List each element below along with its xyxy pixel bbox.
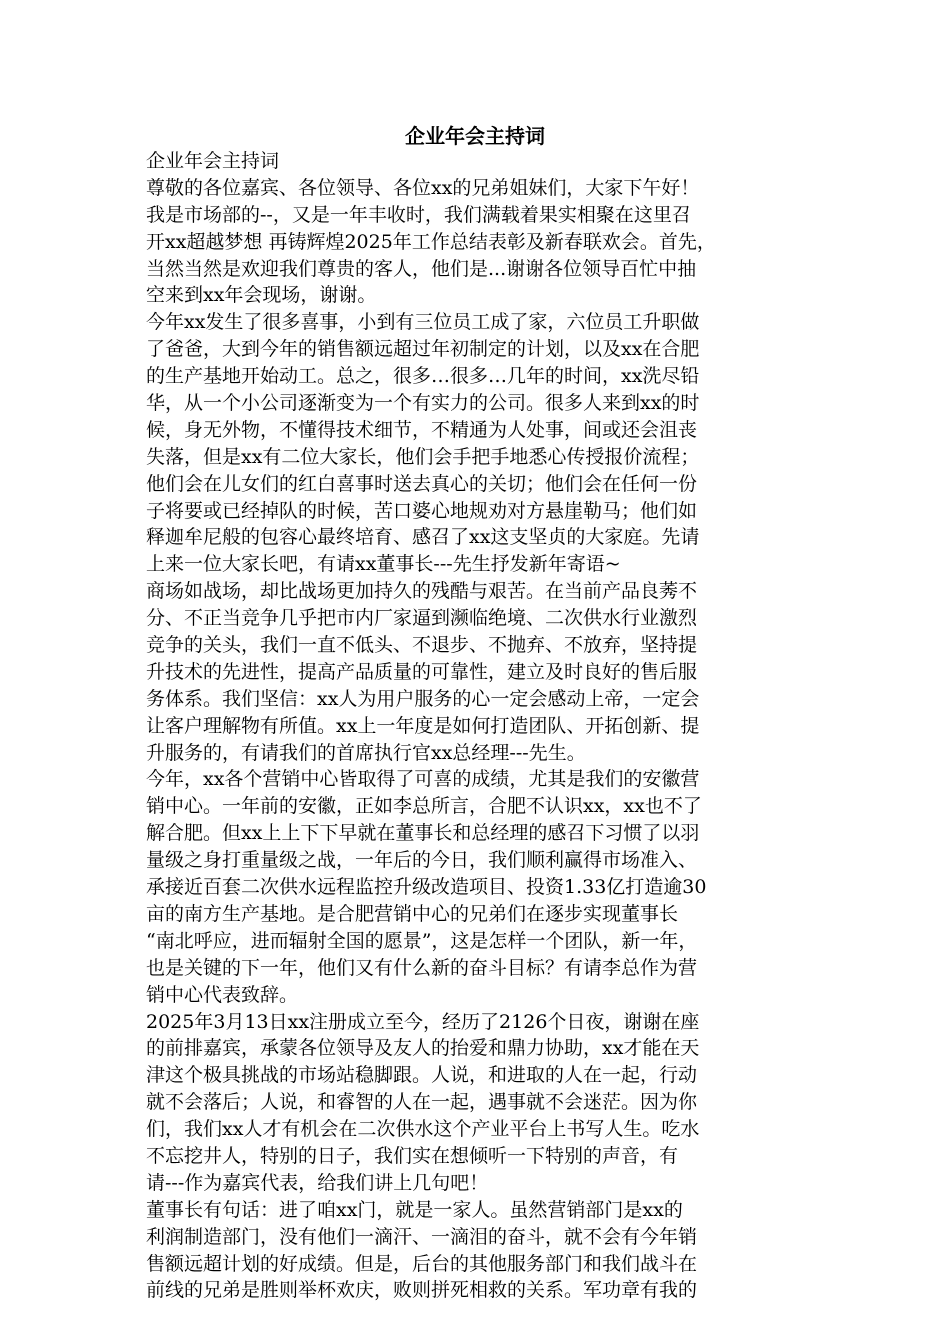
document-text-line: 销中心代表致辞。 bbox=[146, 983, 299, 1006]
document-text-line: 分、不正当竞争几乎把市内厂家逼到濒临绝境、二次供水行业激烈 bbox=[146, 607, 698, 630]
document-text-line: 当然当然是欢迎我们尊贵的客人，他们是...谢谢各位领导百忙中抽 bbox=[146, 257, 697, 280]
document-text-line: 今年xx发生了很多喜事，小到有三位员工成了家，六位员工升职做 bbox=[146, 311, 700, 334]
document-text-line: 亩的南方生产基地。是合肥营销中心的兄弟们在逐步实现董事长 bbox=[146, 902, 679, 925]
document-text-line: 竞争的关头，我们一直不低头、不退步、不抛弃、不放弃，坚持提 bbox=[146, 634, 698, 657]
document-text-line: 量级之身打重量级之战，一年后的今日，我们顺利赢得市场准入、 bbox=[146, 849, 698, 872]
document-title: 企业年会主持词 bbox=[405, 124, 545, 148]
document-text-line: 空来到xx年会现场，谢谢。 bbox=[146, 284, 377, 307]
document-text-line: 释迦牟尼般的包容心最终培育、感召了xx这支坚贞的大家庭。先请 bbox=[146, 526, 700, 549]
document-text-line: 解合肥。但xx上上下下早就在董事长和总经理的感召下习惯了以羽 bbox=[146, 822, 700, 845]
document-text-line: 他们会在儿女们的红白喜事时送去真心的关切；他们会在任何一份 bbox=[146, 472, 698, 495]
document-text-line: 我是市场部的--，又是一年丰收时，我们满载着果实相聚在这里召 bbox=[146, 203, 691, 226]
document-text-line: 今年，xx各个营销中心皆取得了可喜的成绩，尤其是我们的安徽营 bbox=[146, 768, 700, 791]
document-text-line: 们，我们xx人才有机会在二次供水这个产业平台上书写人生。吃水 bbox=[146, 1118, 700, 1141]
document-text-line: 售额远超计划的好成绩。但是，后台的其他服务部门和我们战斗在 bbox=[146, 1252, 698, 1275]
document-heading-line: 企业年会主持词 bbox=[146, 150, 280, 172]
document-text-line: 上来一位大家长吧，有请xx董事长---先生抒发新年寄语~ bbox=[146, 553, 621, 576]
document-text-line: 了爸爸，大到今年的销售额远超过年初制定的计划，以及xx在合肥 bbox=[146, 338, 700, 361]
document-text-line: 利润制造部门，没有他们一滴汗、一滴泪的奋斗，就不会有今年销 bbox=[146, 1225, 698, 1248]
document-text-line: 失落，但是xx有二位大家长，他们会手把手地悉心传授报价流程； bbox=[146, 445, 700, 468]
document-text-line: 董事长有句话：进了咱xx门，就是一家人。虽然营销部门是xx的 bbox=[146, 1198, 683, 1221]
document-text-line: 也是关键的下一年，他们又有什么新的奋斗目标？有请李总作为营 bbox=[146, 956, 698, 979]
document-text-line: 销中心。一年前的安徽，正如李总所言，合肥不认识xx，xx也不了 bbox=[146, 795, 702, 818]
document-text-line: 2025年3月13日xx注册成立至今，经历了2126个日夜，谢谢在座 bbox=[146, 1010, 700, 1033]
document-text-line: 商场如战场，却比战场更加持久的残酷与艰苦。在当前产品良莠不 bbox=[146, 580, 698, 603]
document-text-line: “南北呼应，进而辐射全国的愿景”，这是怎样一个团队，新一年， bbox=[146, 929, 698, 952]
document-text-line: 前线的兄弟是胜则举杯欢庆，败则拼死相救的关系。军功章有我的 bbox=[146, 1279, 698, 1302]
document-text-line: 就不会落后；人说，和睿智的人在一起，遇事就不会迷茫。因为你 bbox=[146, 1091, 698, 1114]
document-body bbox=[146, 148, 810, 1304]
document-text-line: 的生产基地开始动工。总之，很多…很多…几年的时间，xx洗尽铅 bbox=[146, 365, 700, 388]
document-text-line: 务体系。我们坚信：xx人为用户服务的心一定会感动上帝，一定会 bbox=[146, 687, 700, 710]
document-text-line: 华，从一个小公司逐渐变为一个有实力的公司。很多人来到xx的时 bbox=[146, 392, 700, 415]
document-text-line: 升服务的，有请我们的首席执行官xx总经理---先生。 bbox=[146, 741, 586, 764]
document-text-line: 津这个极具挑战的市场站稳脚跟。人说，和进取的人在一起，行动 bbox=[146, 1064, 698, 1087]
document-text-line: 候，身无外物，不懂得技术细节，不精通为人处事，间或还会沮丧 bbox=[146, 418, 698, 441]
document-text-line: 请---作为嘉宾代表，给我们讲上几句吧！ bbox=[146, 1171, 489, 1194]
document-text-line: 尊敬的各位嘉宾、各位领导、各位xx的兄弟姐妹们，大家下午好！ bbox=[146, 176, 700, 199]
document-text-line: 让客户理解物有所值。xx上一年度是如何打造团队、开拓创新、提 bbox=[146, 714, 700, 737]
document-text-line: 子将要或已经掉队的时候，苦口婆心地规劝对方悬崖勒马；他们如 bbox=[146, 499, 698, 522]
document-text-line: 开xx超越梦想 再铸辉煌2025年工作总结表彰及新春联欢会。首先， bbox=[146, 230, 716, 253]
document-text-line: 承接近百套二次供水远程监控升级改造项目、投资1.33亿打造逾30 bbox=[146, 876, 707, 899]
document-text-line: 升技术的先进性，提高产品质量的可靠性，建立及时良好的售后服 bbox=[146, 660, 698, 683]
document-text-line: 的前排嘉宾，承蒙各位领导及友人的抬爱和鼎力协助，xx才能在天 bbox=[146, 1037, 700, 1060]
document-text-line: 不忘挖井人，特别的日子，我们实在想倾听一下特别的声音，有 bbox=[146, 1144, 679, 1167]
